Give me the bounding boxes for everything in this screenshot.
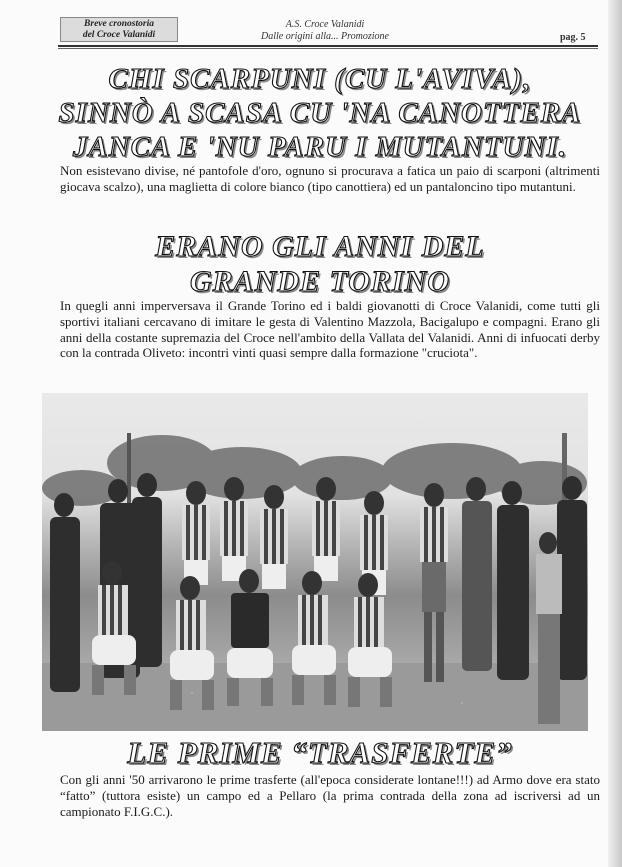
header-subtitle: Dalle origini alla... Promozione	[261, 31, 389, 42]
header-section-label	[60, 17, 178, 42]
headline-grande-torino	[40, 229, 600, 299]
headline-line: SINNÒ A SCASA CU 'NA CANOTTERA	[58, 97, 582, 129]
paragraph-trasferte: Con gli anni '50 arrivarono le prime trasferte (all'epoca considerate lontane!!!) ad Armo dove era stato “fatto” (tuttora esiste) un campo ed a Pellaro (la prima contrada della zona ad iscriversi ad un campionato F.I.G.C.).	[60, 772, 600, 819]
paragraph-divise: Non esistevano divise, né pantofole d'oro, ognuno si procurava a fatica un paio di scarponi (altrimenti giocava scalzo), una maglietta di colore bianco (tipo canottiera) ed un pantaloncino tipo mutantuni.	[60, 163, 600, 194]
headline-line: LE PRIME “TRASFERTE”	[127, 735, 513, 770]
team-photo-icon	[42, 393, 588, 731]
headline-line: ERANO GLI ANNI DEL	[155, 230, 485, 263]
page-number: pag. 5	[560, 32, 586, 43]
headline-line: JANCA E 'NU PARU I MUTANTUNI.	[72, 131, 568, 163]
paragraph-grande-torino: In quegli anni imperversava il Grande Torino ed i baldi giovanotti di Croce Valanidi, come tutti gli sportivi italiani cercavano di imitare le gesta di Valentino Mazzola, Bacigalupo e compagni. Erano gli anni della costante supremazia del Croce nell'ambito della Vallata del Valanidi. Anni di infuocati derby con la contrada Oliveto: incontri vinti quasi sempre dalla formazione "cruciota".	[60, 298, 600, 361]
headline-chi-scarpuni	[40, 62, 600, 164]
headline-line: GRANDE TORINO	[190, 265, 450, 298]
header-divider	[58, 45, 598, 49]
page-edge-shadow	[608, 0, 622, 867]
header-label-line-1: Breve cronostoria	[84, 19, 154, 29]
headline-line: CHI SCARPUNI (CU L'AVIVA),	[108, 63, 532, 95]
team-photo	[42, 393, 588, 731]
header-club-name: A.S. Croce Valanidi	[285, 19, 365, 30]
headline-prime-trasferte	[40, 735, 600, 771]
header-title	[225, 19, 425, 43]
header-label-line-2: del Croce Valanidi	[82, 30, 156, 40]
